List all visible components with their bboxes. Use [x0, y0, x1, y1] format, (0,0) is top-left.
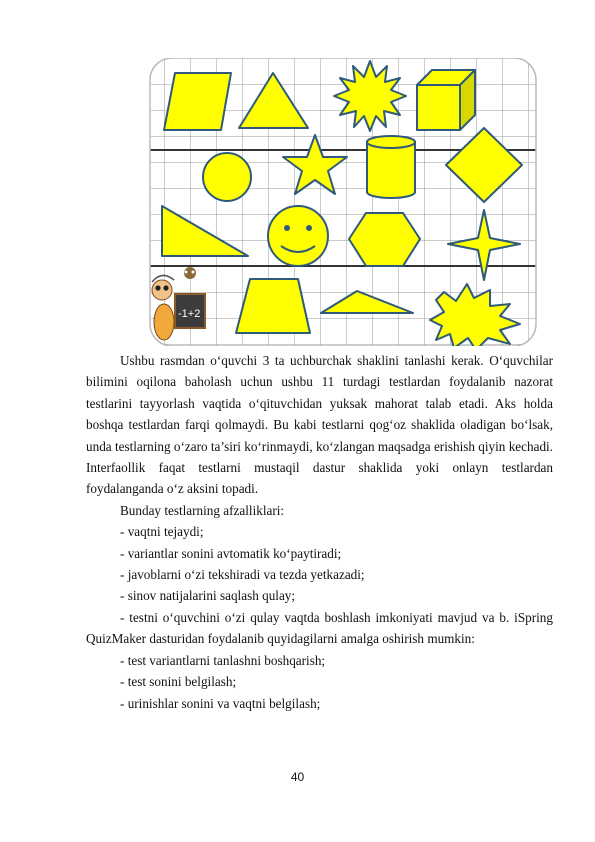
- cube-shape: [417, 70, 475, 130]
- shapes-illustration: [138, 58, 538, 346]
- list-item: - vaqtni tejaydi;: [120, 524, 204, 540]
- list-item: - javoblarni o‘zi tekshiradi va tezda yetkazadi;: [120, 567, 365, 583]
- list-item: - test variantlarni tanlashni boshqarish;: [120, 652, 326, 668]
- page-number: 40: [290, 770, 305, 784]
- list-item: - testni o‘quvchini o‘zi qulay vaqtda boshlash imkoniyati mavjud va b. iSpring QuizMaker dasturidan foydalanib quyidagilarni amalga oshirish mumkin:: [86, 609, 553, 647]
- list-item: - variantlar sonini avtomatik ko‘paytiradi;: [120, 545, 342, 561]
- list-item: - test sonini belgilash;: [120, 674, 237, 690]
- body-text: [86, 350, 553, 714]
- list-item: - urinishlar sonini va vaqtni belgilash;: [120, 695, 321, 711]
- chalkboard-text: -1+2: [178, 308, 201, 320]
- parallelogram-shape: [164, 73, 231, 130]
- cylinder-shape: [367, 136, 415, 198]
- smiley-shape: [268, 206, 328, 266]
- paragraph-intro: Ushbu rasmdan o‘quvchi 3 ta uchburchak shaklini tanlashi kerak. O‘quvchilar bilimini oqilona baholash uchun ushbu 11 turdagi testlardan foydalanib nazorat testlarini tayyorlash vaqtida o‘qituvchidan yuksak mahorat talab etadi. Aks holda boshqa testlardan farqi qolmaydi. Bu kabi testlarni qog‘oz shaklida oladigan bo‘lsak, unda testlarning o‘zaro ta’siri ko‘rinmaydi, ko‘zlangan maqsadga erishish qiyin kechadi. Interfaollik faqat testlarni mustaqil dastur shaklida yoki onlayn testlardan foydalanganda o‘z aksini topadi.: [86, 353, 553, 497]
- list-item: - sinov natijalarini saqlash qulay;: [120, 588, 296, 604]
- advantages-heading: Bunday testlarning afzalliklari:: [120, 502, 285, 518]
- circle-shape: [203, 153, 251, 201]
- trapezoid-shape: [236, 279, 310, 333]
